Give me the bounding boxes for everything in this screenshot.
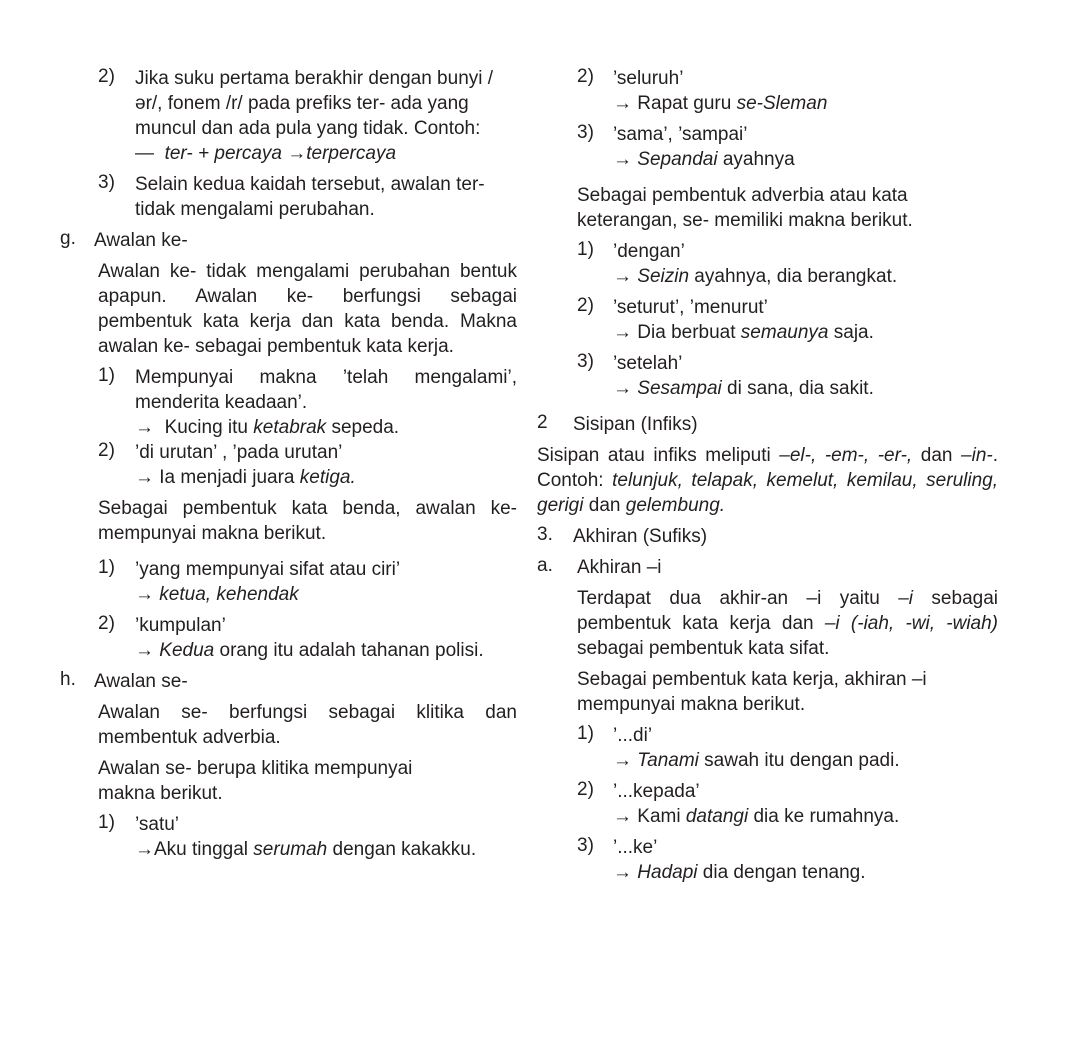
section-title: Akhiran (Sufiks) (573, 526, 708, 547)
list-item (577, 835, 998, 885)
item-number: 2) (577, 295, 594, 316)
arrow-icon: → (613, 266, 632, 287)
item-number: 2) (577, 779, 594, 800)
item-text: ’setelah’ (613, 353, 683, 374)
arrow-icon: → (135, 467, 154, 488)
item-number: 2) (98, 440, 115, 461)
section-heading-2 (537, 412, 998, 437)
item-number: 3) (577, 835, 594, 856)
example-word: ketabrak (253, 417, 327, 438)
paragraph-italic: telunjuk, telapak, kemelut, kemilau, seruling, gerigi (537, 470, 998, 516)
section-letter: a. (537, 555, 553, 576)
paragraph: Awalan se- berfungsi sebagai klitika dan membentuk adverbia. (98, 702, 517, 748)
item-text: ’satu’ (135, 814, 180, 835)
example-word: ketua, kehendak (159, 584, 299, 605)
paragraph-text: dan (583, 495, 626, 516)
example-line (613, 320, 998, 345)
item-number: 1) (98, 557, 115, 578)
item-text: ’...di’ (613, 725, 653, 746)
example-line (135, 582, 517, 607)
item-number: 3) (98, 172, 115, 193)
paragraph-text: . Contoh: (537, 445, 998, 491)
arrow-icon: → (135, 417, 154, 438)
paragraph: Sebagai pembentuk adverbia atau kata keterangan, se- memiliki makna berikut. (577, 185, 913, 231)
paragraph (537, 443, 998, 518)
example-text: sepeda. (326, 417, 400, 438)
section-title: Awalan se- (94, 671, 188, 692)
example-line (613, 91, 998, 116)
item-number: 1) (577, 239, 594, 260)
section-heading-3 (537, 524, 998, 549)
list-item (98, 557, 517, 607)
example-line (135, 415, 517, 440)
list-item (577, 723, 998, 773)
example-word: Seizin (637, 266, 690, 287)
example-word: Hadapi (637, 862, 698, 883)
paragraph-text: Terdapat dua akhir-an –i yaitu (577, 588, 899, 609)
arrow-icon: → (613, 378, 632, 399)
arrow-icon: → (287, 143, 307, 164)
item-number: 3) (577, 351, 594, 372)
list-item (98, 613, 517, 663)
example-word: se-Sleman (736, 93, 828, 114)
example-line (613, 748, 998, 773)
arrow-icon: → (613, 750, 632, 771)
example-text: Dia berbuat (637, 322, 741, 343)
item-text: Jika suku pertama berakhir dengan bunyi /ər/, fonem /r/ pada prefiks ter- ada yang muncul dan ada pula yang tidak. Contoh: (135, 68, 494, 139)
item-number: 2) (577, 66, 594, 87)
section-letter: h. (60, 669, 76, 690)
paragraph-text: dan (912, 445, 962, 466)
example-word: datangi (685, 806, 749, 827)
example-text: sawah itu dengan padi. (698, 750, 900, 771)
section-number: 3. (537, 524, 553, 545)
arrow-icon: → (613, 93, 632, 114)
list-item (577, 239, 998, 289)
item-text: ’kumpulan’ (135, 615, 226, 636)
section-letter: g. (60, 228, 76, 249)
list-item (577, 66, 998, 116)
subsection-heading-a (537, 555, 998, 580)
example-line (135, 465, 517, 490)
example-line (613, 147, 998, 172)
example-text: Rapat guru (637, 93, 737, 114)
item-number: 1) (98, 812, 115, 833)
item-text: ’dengan’ (613, 241, 685, 262)
item-text: ’seturut’, ’menurut’ (613, 297, 768, 318)
example-text: orang itu adalah tahanan polisi. (214, 640, 484, 661)
paragraph-text: sebagai pembentuk kata sifat. (577, 638, 830, 659)
item-text: ’sama’, ’sampai’ (613, 124, 748, 145)
list-item (98, 440, 517, 490)
list-item (98, 365, 517, 440)
right-column (537, 66, 998, 891)
item-text: ’di urutan’ , ’pada urutan’ (135, 442, 343, 463)
section-title: Akhiran –i (577, 557, 662, 578)
list-item (98, 812, 517, 862)
list-item (577, 295, 998, 345)
example-word: serumah (253, 839, 328, 860)
example-word: Tanami (637, 750, 699, 771)
list-item (98, 66, 517, 166)
item-text: Selain kedua kaidah tersebut, awalan ter- tidak mengalami perubahan. (135, 174, 485, 220)
paragraph-text: Sisipan atau infiks meliputi (537, 445, 780, 466)
arrow-icon: → (135, 839, 154, 860)
item-text: ’...kepada’ (613, 781, 700, 802)
arrow-icon: → (613, 862, 632, 883)
item-text: ’seluruh’ (613, 68, 684, 89)
paragraph-italic: –in- (961, 445, 993, 466)
paragraph: Sebagai pembentuk kata benda, awalan ke- mempunyai makna berikut. (98, 498, 517, 544)
list-item (577, 779, 998, 829)
list-item (577, 351, 998, 401)
dash-icon: — (135, 143, 154, 164)
paragraph-italic: –i (898, 588, 914, 609)
example-word: semaunya (740, 322, 829, 343)
paragraph-italic: gelembung. (625, 495, 726, 516)
example-line (613, 804, 998, 829)
section-number: 2 (537, 412, 548, 433)
example-text: ayahnya, dia berangkat. (689, 266, 898, 287)
section-title: Awalan ke- (94, 230, 188, 251)
item-number: 2) (98, 613, 115, 634)
list-item (98, 172, 517, 222)
example-text: Kucing itu (164, 417, 254, 438)
item-number: 3) (577, 122, 594, 143)
example-text: dengan kakakku. (327, 839, 477, 860)
example-line (613, 376, 998, 401)
example-word: Sepandai (637, 149, 718, 170)
item-number: 2) (98, 66, 115, 87)
paragraph-italic: –el-, -em-, -er-, (779, 445, 913, 466)
example-word: ketiga. (299, 467, 356, 488)
arrow-icon: → (135, 640, 154, 661)
example-text: ayahnya (717, 149, 795, 170)
paragraph-italic: –i (-iah, -wi, -wiah) (824, 613, 998, 634)
arrow-icon: → (135, 584, 154, 605)
item-number: 1) (577, 723, 594, 744)
example-word: ter- + percaya (164, 143, 282, 164)
example-word: terpercaya (306, 143, 397, 164)
example-word: Sesampai (637, 378, 722, 399)
example-text: Kami (637, 806, 686, 827)
arrow-icon: → (613, 149, 632, 170)
paragraph: Awalan se- berupa klitika mempunyai makna berikut. (98, 758, 413, 804)
paragraph (577, 586, 998, 661)
item-number: 1) (98, 365, 115, 386)
example-word: Kedua (159, 640, 215, 661)
example-text: dia dengan tenang. (697, 862, 866, 883)
arrow-icon: → (613, 322, 632, 343)
list-item (577, 122, 998, 172)
arrow-icon: → (613, 806, 632, 827)
section-heading-h (60, 669, 517, 694)
example-text: Aku tinggal (154, 839, 254, 860)
example-line (135, 837, 517, 862)
example-line (613, 264, 998, 289)
section-heading-g (60, 228, 517, 253)
example-line (135, 141, 517, 166)
example-line (613, 860, 998, 885)
item-text: ’...ke’ (613, 837, 658, 858)
example-text: saja. (828, 322, 874, 343)
example-text: di sana, dia sakit. (721, 378, 874, 399)
paragraph: Awalan ke- tidak mengalami perubahan bentuk apapun. Awalan ke- berfungsi sebagai pembentuk kata kerja dan kata benda. Makna awalan ke- sebagai pembentuk kata kerja. (98, 261, 517, 357)
example-line (135, 638, 517, 663)
left-column (60, 66, 517, 868)
item-text: Mempunyai makna ’telah mengalami’, menderita keadaan’. (135, 367, 517, 413)
item-text: ’yang mempunyai sifat atau ciri’ (135, 559, 401, 580)
example-text: dia ke rumahnya. (748, 806, 900, 827)
section-title: Sisipan (Infiks) (573, 414, 698, 435)
paragraph-text: sebagai pembentuk kata kerja dan (577, 588, 998, 634)
paragraph: Sebagai pembentuk kata kerja, akhiran –i mempunyai makna berikut. (577, 669, 927, 715)
example-text: Ia menjadi juara (159, 467, 300, 488)
